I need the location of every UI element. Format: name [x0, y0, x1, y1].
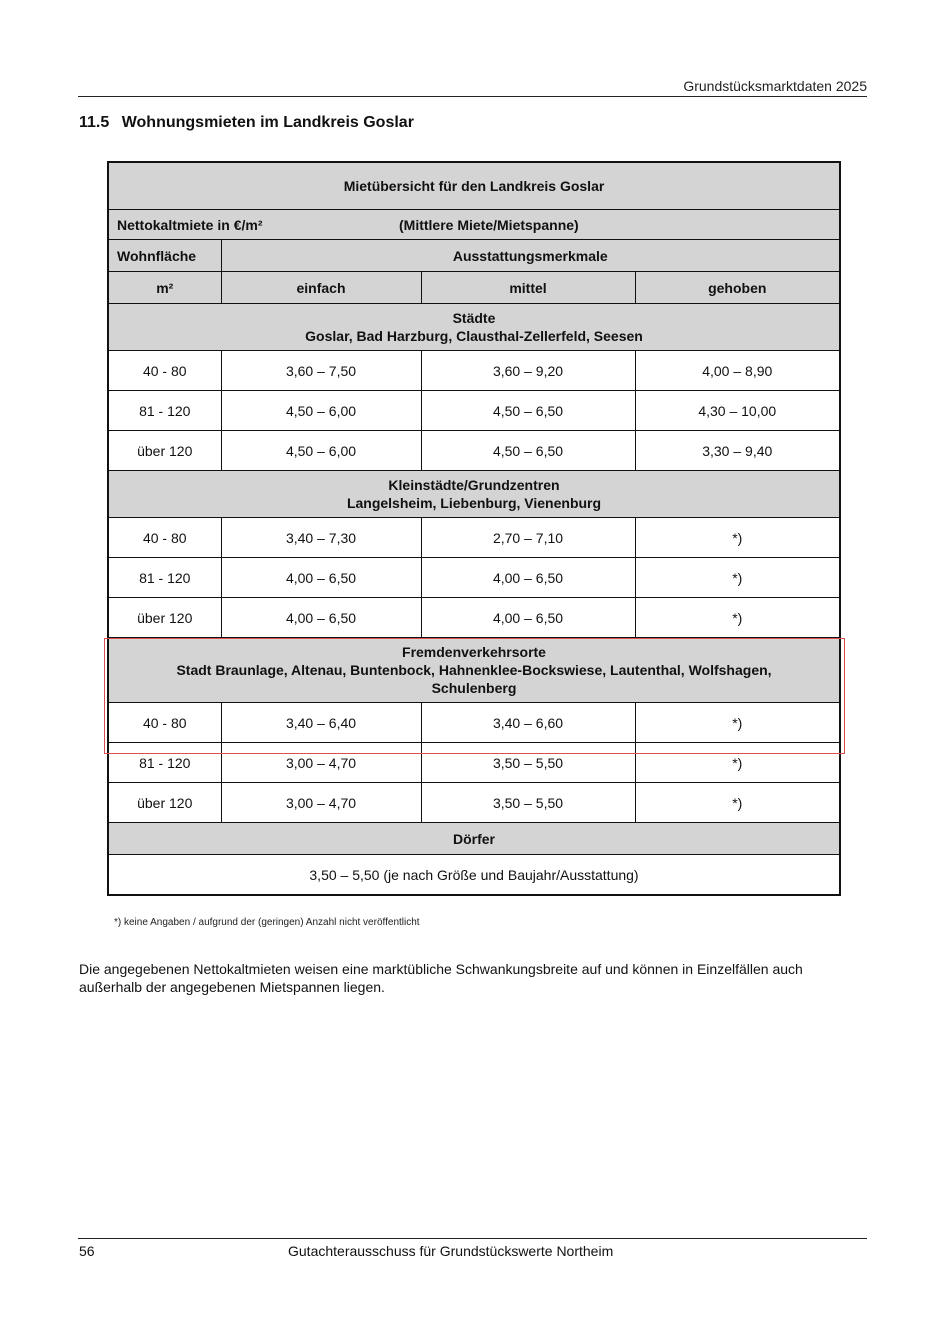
table-row	[108, 558, 840, 598]
table-row	[108, 351, 840, 391]
table-row	[108, 431, 840, 471]
group-places: Langelsheim, Liebenburg, Vienenburg	[346, 495, 602, 511]
cell-einfach: 3,00 – 4,70	[221, 743, 421, 783]
column-header-m2: m²	[108, 272, 221, 304]
cell-gehoben: *)	[635, 783, 840, 823]
header-rule	[78, 96, 867, 97]
cell-mittel: 3,60 – 9,20	[421, 351, 635, 391]
cell-mittel: 3,50 – 5,50	[421, 783, 635, 823]
table-row	[108, 518, 840, 558]
cell-size: über 120	[108, 783, 221, 823]
cell-size: 81 - 120	[108, 743, 221, 783]
cell-gehoben: *)	[635, 558, 840, 598]
table-row	[108, 391, 840, 431]
doerfer-value: 3,50 – 5,50 (je nach Größe und Baujahr/Ausstattung)	[108, 855, 840, 896]
section-title: Wohnungsmieten im Landkreis Goslar	[121, 114, 414, 131]
ausstattung-header: Ausstattungsmerkmale	[221, 240, 840, 272]
group-header-doerfer: Dörfer	[108, 823, 840, 855]
cell-gehoben: 4,30 – 10,00	[635, 391, 840, 431]
footnote: *) keine Angaben / aufgrund der (geringen) Anzahl nicht veröffentlicht	[114, 917, 420, 928]
cell-size: 81 - 120	[108, 391, 221, 431]
netto-note: (Mittlere Miete/Mietspanne)	[399, 216, 579, 233]
cell-size: 40 - 80	[108, 518, 221, 558]
cell-size: über 120	[108, 431, 221, 471]
cell-size: über 120	[108, 598, 221, 638]
running-header: Grundstücksmarktdaten 2025	[683, 78, 867, 94]
cell-einfach: 4,00 – 6,50	[221, 558, 421, 598]
group-name: Fremdenverkehrsorte	[402, 644, 546, 660]
cell-gehoben: *)	[635, 598, 840, 638]
group-name: Kleinstädte/Grundzentren	[388, 477, 560, 493]
body-paragraph: Die angegebenen Nettokaltmieten weisen eine marktübliche Schwankungsbreite auf und können in Einzelfällen auch außerhalb der angegebenen Mietspannen liegen.	[79, 961, 803, 995]
footer-rule	[78, 1238, 867, 1239]
column-header-einfach: einfach	[221, 272, 421, 304]
cell-gehoben: *)	[635, 518, 840, 558]
section-heading	[79, 114, 414, 132]
cell-gehoben: 3,30 – 9,40	[635, 431, 840, 471]
cell-gehoben: *)	[635, 703, 840, 743]
cell-mittel: 2,70 – 7,10	[421, 518, 635, 558]
cell-einfach: 4,00 – 6,50	[221, 598, 421, 638]
cell-einfach: 4,50 – 6,00	[221, 391, 421, 431]
group-name: Städte	[452, 310, 496, 326]
cell-einfach: 3,40 – 6,40	[221, 703, 421, 743]
column-header-mittel: mittel	[421, 272, 635, 304]
cell-mittel: 3,50 – 5,50	[421, 743, 635, 783]
cell-mittel: 3,40 – 6,60	[421, 703, 635, 743]
section-number: 11.5	[79, 114, 110, 131]
wohnflaeche-header: Wohnfläche	[108, 240, 221, 272]
group-header-kleinstaedte	[108, 471, 840, 518]
cell-size: 40 - 80	[108, 703, 221, 743]
group-header-staedte	[108, 304, 840, 351]
table-row	[108, 598, 840, 638]
rent-table	[107, 161, 841, 896]
netto-label: Nettokaltmiete in €/m²	[117, 216, 263, 233]
table-row	[108, 783, 840, 823]
group-places-continued: Schulenberg	[431, 680, 517, 696]
cell-size: 81 - 120	[108, 558, 221, 598]
cell-size: 40 - 80	[108, 351, 221, 391]
table-row	[108, 703, 840, 743]
cell-mittel: 4,50 – 6,50	[421, 391, 635, 431]
cell-einfach: 3,40 – 7,30	[221, 518, 421, 558]
cell-mittel: 4,50 – 6,50	[421, 431, 635, 471]
netto-row	[108, 210, 840, 240]
cell-gehoben: *)	[635, 743, 840, 783]
cell-einfach: 3,60 – 7,50	[221, 351, 421, 391]
group-places: Goslar, Bad Harzburg, Clausthal-Zellerfeld, Seesen	[305, 328, 643, 344]
cell-gehoben: 4,00 – 8,90	[635, 351, 840, 391]
footer-text: Gutachterausschuss für Grundstückswerte Northeim	[288, 1243, 614, 1259]
cell-einfach: 3,00 – 4,70	[221, 783, 421, 823]
cell-mittel: 4,00 – 6,50	[421, 558, 635, 598]
table-title: Mietübersicht für den Landkreis Goslar	[108, 162, 840, 210]
cell-mittel: 4,00 – 6,50	[421, 598, 635, 638]
group-places: Stadt Braunlage, Altenau, Buntenbock, Hahnenklee-Bockswiese, Lautenthal, Wolfshagen,	[176, 662, 772, 678]
table-row	[108, 743, 840, 783]
group-header-fremdenverkehrsorte	[108, 638, 840, 703]
page-number: 56	[79, 1243, 95, 1259]
column-header-gehoben: gehoben	[635, 272, 840, 304]
cell-einfach: 4,50 – 6,00	[221, 431, 421, 471]
